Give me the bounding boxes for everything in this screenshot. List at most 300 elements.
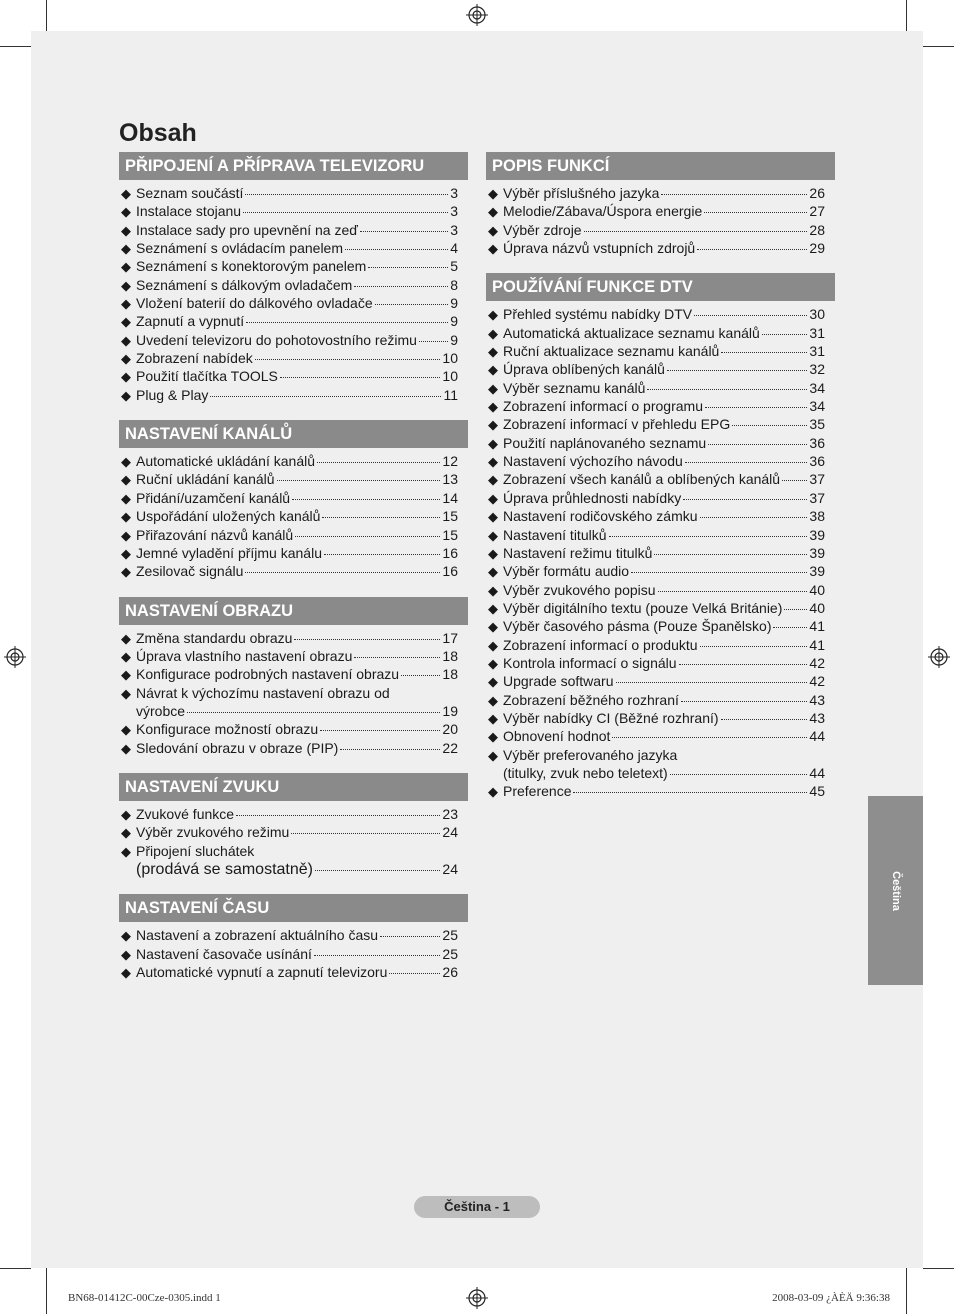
crop-mark — [906, 0, 907, 31]
bullet-diamond-icon: ◆ — [488, 490, 498, 506]
bullet-diamond-icon: ◆ — [121, 843, 131, 859]
toc-entry-text — [136, 739, 458, 757]
bullet-diamond-icon: ◆ — [488, 637, 498, 653]
toc-entry-page: 39 — [809, 563, 825, 580]
toc-entry-text — [503, 342, 825, 360]
page-title: Obsah — [119, 119, 197, 147]
dot-leader — [340, 749, 440, 750]
bullet-diamond-icon: ◆ — [488, 784, 498, 800]
toc-entry[interactable] — [121, 823, 458, 841]
toc-entry[interactable] — [121, 276, 458, 294]
toc-entry-label: Instalace stojanu — [136, 203, 242, 220]
bullet-diamond-icon: ◆ — [488, 325, 498, 341]
toc-entry-page: 9 — [450, 313, 458, 330]
dot-leader — [294, 639, 440, 640]
toc-entry-text — [503, 184, 825, 202]
toc-entry-label: Výběr digitálního textu (pouze Velká Británie) — [503, 599, 783, 616]
toc-entry-label: Zesilovač signálu — [136, 563, 244, 580]
toc-entry-text — [503, 489, 825, 507]
bullet-diamond-icon: ◆ — [488, 509, 498, 525]
toc-entry[interactable] — [121, 386, 458, 404]
dot-leader — [721, 719, 808, 720]
bullet-diamond-icon: ◆ — [121, 204, 131, 220]
toc-entry[interactable] — [121, 945, 458, 963]
toc-entry[interactable] — [488, 746, 825, 783]
toc-entry-page: 30 — [809, 306, 825, 323]
toc-entry[interactable] — [121, 526, 458, 544]
bullet-diamond-icon: ◆ — [488, 435, 498, 451]
bullet-diamond-icon: ◆ — [121, 509, 131, 525]
toc-entry-page: 15 — [442, 526, 458, 543]
crop-mark — [46, 1268, 47, 1314]
toc-entry-label: Zvukové funkce — [136, 805, 235, 822]
bullet-diamond-icon: ◆ — [488, 710, 498, 726]
toc-entry-text — [503, 221, 825, 239]
toc-entry-text — [136, 331, 458, 349]
dot-leader — [704, 212, 807, 213]
toc-entry-page: 39 — [809, 526, 825, 543]
dot-leader — [782, 480, 807, 481]
toc-entry[interactable] — [488, 526, 825, 544]
toc-entry[interactable] — [488, 562, 825, 580]
toc-entry[interactable] — [488, 599, 825, 617]
toc-entry-text — [503, 727, 825, 745]
toc-entry[interactable] — [488, 305, 825, 323]
bullet-diamond-icon: ◆ — [121, 928, 131, 944]
toc-entry[interactable] — [488, 415, 825, 433]
toc-entry-continuation — [503, 764, 825, 782]
toc-entry-label: Nastavení a zobrazení aktuálního času — [136, 927, 379, 944]
toc-entry-label: Melodie/Zábava/Úspora energie — [503, 203, 703, 220]
toc-entry[interactable] — [121, 239, 458, 257]
bullet-diamond-icon: ◆ — [488, 307, 498, 323]
bullet-diamond-icon: ◆ — [121, 222, 131, 238]
section-heading: NASTAVENÍ ČASU — [119, 894, 468, 922]
toc-entry-text — [503, 379, 825, 397]
toc-entry-label: Kontrola informací o signálu — [503, 654, 677, 671]
dot-leader — [584, 231, 808, 232]
dot-leader — [291, 833, 440, 834]
toc-entry-page: 3 — [450, 221, 458, 238]
toc-entry-page: 32 — [809, 361, 825, 378]
toc-entry[interactable] — [121, 629, 458, 647]
toc-entry-label: Obnovení hodnot — [503, 728, 611, 745]
bullet-diamond-icon: ◆ — [121, 806, 131, 822]
toc-entry-list — [486, 305, 835, 800]
toc-entry-text — [136, 926, 458, 944]
toc-entry-page: 36 — [809, 434, 825, 451]
toc-entry-text — [503, 782, 825, 800]
section-heading: PŘIPOJENÍ A PŘÍPRAVA TELEVIZORU — [119, 152, 468, 180]
toc-entry-label: Nastavení rodičovského zámku — [503, 508, 698, 525]
dot-leader — [245, 194, 448, 195]
bullet-diamond-icon: ◆ — [121, 490, 131, 506]
toc-entry-label: Sledování obrazu v obraze (PIP) — [136, 739, 339, 756]
bullet-diamond-icon: ◆ — [121, 545, 131, 561]
toc-entry[interactable] — [488, 617, 825, 635]
toc-entry[interactable] — [121, 367, 458, 385]
toc-entry-label: Použití tlačítka TOOLS — [136, 368, 278, 385]
toc-entry[interactable] — [121, 544, 458, 562]
toc-entry-text — [503, 324, 825, 342]
toc-entry-label: Výběr seznamu kanálů — [503, 379, 646, 396]
dot-leader — [697, 249, 807, 250]
dot-leader — [375, 304, 449, 305]
toc-entry-text — [136, 452, 458, 470]
toc-entry[interactable] — [121, 452, 458, 470]
bullet-diamond-icon: ◆ — [121, 296, 131, 312]
toc-entry[interactable] — [488, 221, 825, 239]
toc-entry-text — [503, 239, 825, 257]
toc-entry-page: 12 — [442, 453, 458, 470]
toc-entry-label: Úprava průhlednosti nabídky — [503, 489, 682, 506]
toc-entry-label: Instalace sady pro upevnění na zeď — [136, 221, 358, 238]
toc-entry-text — [503, 636, 825, 654]
toc-entry-page: 36 — [809, 453, 825, 470]
bullet-diamond-icon: ◆ — [121, 369, 131, 385]
toc-entry-label: Změna standardu obrazu — [136, 629, 293, 646]
toc-entry[interactable] — [488, 202, 825, 220]
toc-entry-page: 24 — [442, 824, 458, 841]
bullet-diamond-icon: ◆ — [488, 674, 498, 690]
dot-leader — [345, 249, 448, 250]
bullet-diamond-icon: ◆ — [488, 729, 498, 745]
toc-section — [119, 152, 468, 404]
toc-entry-page: 43 — [809, 691, 825, 708]
bullet-diamond-icon: ◆ — [488, 222, 498, 238]
toc-entry-text — [503, 691, 825, 709]
dot-leader — [573, 792, 807, 793]
toc-entry-label: Automatické vypnutí a zapnutí televizoru — [136, 964, 388, 980]
toc-entry-text — [503, 434, 825, 452]
bullet-diamond-icon: ◆ — [121, 740, 131, 756]
dot-leader — [694, 315, 807, 316]
toc-entry[interactable] — [121, 489, 458, 507]
bullet-diamond-icon: ◆ — [488, 600, 498, 616]
toc-entry-text — [136, 312, 458, 330]
dot-leader — [246, 322, 448, 323]
registration-mark-icon — [466, 1287, 488, 1309]
bullet-diamond-icon: ◆ — [488, 655, 498, 671]
section-heading: NASTAVENÍ KANÁLŮ — [119, 420, 468, 448]
dot-leader — [360, 231, 448, 232]
toc-entry-label: Zobrazení informací v přehledu EPG — [503, 416, 731, 433]
toc-entry-page: 31 — [809, 343, 825, 360]
dot-leader — [612, 737, 807, 738]
dot-leader — [354, 657, 440, 658]
toc-entry-page: 37 — [809, 489, 825, 506]
bullet-diamond-icon: ◆ — [488, 692, 498, 708]
toc-entry-page: 15 — [442, 508, 458, 525]
section-heading: POUŽÍVÁNÍ FUNKCE DTV — [486, 273, 835, 301]
toc-entry[interactable] — [121, 647, 458, 665]
toc-entry-page: 14 — [442, 489, 458, 506]
bullet-diamond-icon: ◆ — [488, 454, 498, 470]
toc-entry-label: Zobrazení běžného rozhraní — [503, 691, 679, 708]
toc-entry[interactable] — [488, 581, 825, 599]
toc-entry[interactable] — [121, 720, 458, 738]
toc-entry-text — [136, 526, 458, 544]
bullet-diamond-icon: ◆ — [121, 454, 131, 470]
toc-entry-text — [503, 544, 825, 562]
toc-entry-text — [503, 617, 825, 635]
toc-entry[interactable] — [488, 470, 825, 488]
toc-entry-text — [136, 823, 458, 841]
toc-entry-page: 27 — [809, 203, 825, 220]
toc-entry-page: 37 — [809, 471, 825, 488]
toc-entry[interactable] — [488, 507, 825, 525]
bullet-diamond-icon: ◆ — [121, 722, 131, 738]
toc-entry-label: Jemné vyladění příjmu kanálu — [136, 544, 322, 561]
bullet-diamond-icon: ◆ — [488, 582, 498, 598]
toc-entry-label: Úprava názvů vstupních zdrojů — [503, 240, 696, 257]
toc-entry[interactable] — [121, 507, 458, 525]
toc-entry-text — [136, 629, 458, 647]
toc-entry-page: 41 — [809, 636, 825, 653]
toc-entry-list — [119, 452, 468, 580]
toc-entry-text — [503, 305, 825, 323]
toc-entry-label: Plug & Play — [136, 386, 209, 403]
toc-section — [119, 773, 468, 878]
dot-leader — [187, 712, 440, 713]
toc-entry-label: Vložení baterií do dálkového ovladače — [136, 295, 373, 312]
toc-entry-label: Automatická aktualizace seznamu kanálů — [503, 324, 760, 341]
dot-leader — [685, 462, 808, 463]
toc-entry-label: Upgrade softwaru — [503, 673, 614, 690]
toc-entry-text — [136, 945, 458, 963]
toc-entry-text — [503, 672, 825, 690]
toc-entry-page: 18 — [442, 666, 458, 683]
toc-right-column — [486, 152, 835, 817]
toc-entry[interactable] — [488, 691, 825, 709]
registration-mark-icon — [4, 646, 26, 668]
toc-entry-label: Nastavení režimu titulků — [503, 544, 653, 561]
bullet-diamond-icon: ◆ — [121, 965, 131, 980]
toc-entry-text — [136, 647, 458, 665]
toc-entry[interactable] — [121, 842, 458, 879]
toc-entry-label: Přidání/uzamčení kanálů — [136, 489, 291, 506]
toc-entry[interactable] — [121, 470, 458, 488]
dot-leader — [681, 701, 808, 702]
toc-entry-text — [503, 562, 825, 580]
toc-entry-text — [503, 507, 825, 525]
toc-entry-label: Automatické ukládání kanálů — [136, 453, 315, 470]
toc-entry-label: Úprava vlastního nastavení obrazu — [136, 647, 353, 664]
toc-entry[interactable] — [488, 544, 825, 562]
toc-entry-label: Výběr časového pásma (Pouze Španělsko) — [503, 618, 772, 635]
toc-entry-page: 40 — [809, 581, 825, 598]
bullet-diamond-icon: ◆ — [121, 241, 131, 257]
dot-leader — [320, 730, 440, 731]
side-tab-label: Čeština — [889, 870, 902, 911]
toc-entry-page: 42 — [809, 654, 825, 671]
bullet-diamond-icon: ◆ — [488, 472, 498, 488]
toc-entry-label: Konfigurace podrobných nastavení obrazu — [136, 666, 400, 683]
toc-entry[interactable] — [121, 202, 458, 220]
registration-mark-icon — [928, 646, 950, 668]
toc-entry[interactable] — [488, 324, 825, 342]
dot-leader — [654, 554, 807, 555]
bullet-diamond-icon: ◆ — [121, 387, 131, 403]
dot-leader — [295, 536, 440, 537]
toc-entry[interactable] — [488, 434, 825, 452]
toc-entry-page: 26 — [809, 185, 825, 201]
toc-entry-text — [503, 470, 825, 488]
toc-entry-page: 34 — [809, 379, 825, 396]
toc-entry-label: Seznámení s konektorovým panelem — [136, 258, 367, 275]
toc-entry-label: Ruční ukládání kanálů — [136, 471, 275, 488]
toc-entry[interactable] — [488, 379, 825, 397]
toc-entry-page: 26 — [442, 964, 458, 980]
toc-entry[interactable] — [121, 349, 458, 367]
toc-entry-page: 8 — [450, 276, 458, 293]
toc-entry[interactable] — [488, 672, 825, 690]
bullet-diamond-icon: ◆ — [121, 946, 131, 962]
toc-entry-text — [136, 257, 458, 275]
dot-leader — [658, 591, 808, 592]
bullet-diamond-icon: ◆ — [121, 332, 131, 348]
bullet-diamond-icon: ◆ — [488, 362, 498, 378]
toc-entry-list — [119, 184, 468, 404]
crop-mark — [923, 1268, 954, 1269]
toc-entry[interactable] — [121, 221, 458, 239]
toc-entry[interactable] — [488, 654, 825, 672]
toc-entry-text — [136, 349, 458, 367]
toc-entry-page: 17 — [442, 629, 458, 646]
toc-entry-text — [136, 720, 458, 738]
toc-entry-page: 10 — [442, 368, 458, 385]
dot-leader — [708, 444, 807, 445]
toc-entry-label: Nastavení výchozího návodu — [503, 453, 683, 470]
toc-entry-page: 9 — [450, 331, 458, 348]
toc-entry-page: 25 — [442, 945, 458, 962]
toc-entry[interactable] — [121, 312, 458, 330]
toc-entry-page: 44 — [809, 764, 825, 781]
dot-leader — [784, 609, 807, 610]
toc-entry-label-cont: výrobce — [136, 702, 186, 719]
toc-entry-text — [136, 842, 458, 880]
toc-entry[interactable] — [488, 239, 825, 257]
toc-entry-label: Výběr zvukového režimu — [136, 824, 290, 841]
toc-entry-label: Ruční aktualizace seznamu kanálů — [503, 343, 720, 360]
bullet-diamond-icon: ◆ — [121, 314, 131, 330]
toc-entry-page: 4 — [450, 240, 458, 257]
dot-leader — [683, 499, 807, 500]
toc-entry[interactable] — [121, 963, 458, 981]
toc-entry-list — [119, 805, 468, 878]
bullet-diamond-icon: ◆ — [488, 619, 498, 635]
bullet-diamond-icon: ◆ — [488, 417, 498, 433]
section-heading: POPIS FUNKCÍ — [486, 152, 835, 180]
crop-mark — [0, 1268, 31, 1269]
toc-entry[interactable] — [488, 636, 825, 654]
toc-entry-label: Zobrazení informací o produktu — [503, 636, 698, 653]
toc-entry[interactable] — [121, 926, 458, 944]
bullet-diamond-icon: ◆ — [488, 380, 498, 396]
toc-entry-text — [503, 526, 825, 544]
toc-entry-page: 31 — [809, 324, 825, 341]
toc-entry-text — [136, 239, 458, 257]
toc-entry[interactable] — [488, 342, 825, 360]
toc-entry[interactable] — [488, 452, 825, 470]
toc-entry[interactable] — [488, 709, 825, 727]
toc-entry-label: Úprava oblíbených kanálů — [503, 361, 665, 378]
section-heading: NASTAVENÍ ZVUKU — [119, 773, 468, 801]
toc-entry-list — [119, 629, 468, 757]
toc-entry-list — [119, 926, 468, 981]
toc-entry-page: 18 — [442, 647, 458, 664]
print-file-info: BN68-01412C-00Cze-0305.indd 1 — [68, 1292, 221, 1304]
bullet-diamond-icon: ◆ — [121, 667, 131, 683]
dot-leader — [277, 480, 441, 481]
toc-entry-label: Zobrazení všech kanálů a oblíbených kanálů — [503, 471, 781, 488]
toc-entry-label: Nastavení titulků — [503, 526, 607, 543]
crop-mark — [46, 0, 47, 31]
dot-leader — [210, 396, 441, 397]
bullet-diamond-icon: ◆ — [121, 351, 131, 367]
dot-leader — [762, 334, 808, 335]
crop-mark — [0, 46, 31, 47]
toc-entry-page: 28 — [809, 221, 825, 238]
toc-entry-label: Uvedení televizoru do pohotovostního režimu — [136, 331, 417, 348]
toc-entry[interactable] — [121, 805, 458, 823]
toc-entry[interactable] — [121, 562, 458, 580]
dot-leader — [280, 377, 441, 378]
toc-section — [119, 420, 468, 580]
toc-entry[interactable] — [121, 331, 458, 349]
toc-entry-text — [136, 963, 458, 981]
dot-leader — [389, 973, 440, 974]
toc-entry-label: Seznámení s dálkovým ovladačem — [136, 276, 353, 293]
dot-leader — [667, 370, 808, 371]
bullet-diamond-icon: ◆ — [488, 564, 498, 580]
toc-entry[interactable] — [121, 184, 458, 202]
toc-entry-label: Preference — [503, 783, 572, 800]
toc-entry-page: 23 — [442, 805, 458, 822]
toc-entry-page: 25 — [442, 927, 458, 944]
toc-entry-label: Přiřazování názvů kanálů — [136, 526, 294, 543]
toc-entry-page: 39 — [809, 544, 825, 561]
toc-entry[interactable] — [121, 294, 458, 312]
dot-leader — [243, 212, 448, 213]
dot-leader — [700, 646, 808, 647]
toc-entry[interactable] — [488, 397, 825, 415]
toc-entry-label-cont: (titulky, zvuk nebo teletext) — [503, 764, 668, 781]
toc-entry[interactable] — [121, 684, 458, 721]
toc-entry-label: Přehled systému nabídky DTV — [503, 306, 693, 323]
dot-leader — [700, 517, 808, 518]
dot-leader — [670, 774, 808, 775]
page-number-badge: Čeština - 1 — [414, 1196, 540, 1218]
toc-entry[interactable] — [488, 489, 825, 507]
toc-entry[interactable] — [488, 782, 825, 800]
bullet-diamond-icon: ◆ — [488, 747, 498, 763]
bullet-diamond-icon: ◆ — [488, 545, 498, 561]
registration-mark-icon — [466, 4, 488, 26]
toc-entry[interactable] — [488, 727, 825, 745]
toc-entry-text — [136, 386, 458, 404]
toc-entry[interactable] — [121, 739, 458, 757]
dot-leader — [721, 352, 807, 353]
toc-entry[interactable] — [488, 184, 825, 202]
toc-entry-label: Uspořádání uložených kanálů — [136, 508, 321, 525]
toc-entry[interactable] — [121, 665, 458, 683]
bullet-diamond-icon: ◆ — [121, 259, 131, 275]
toc-entry[interactable] — [121, 257, 458, 275]
bullet-diamond-icon: ◆ — [121, 648, 131, 664]
toc-entry[interactable] — [488, 360, 825, 378]
toc-entry-text — [136, 367, 458, 385]
